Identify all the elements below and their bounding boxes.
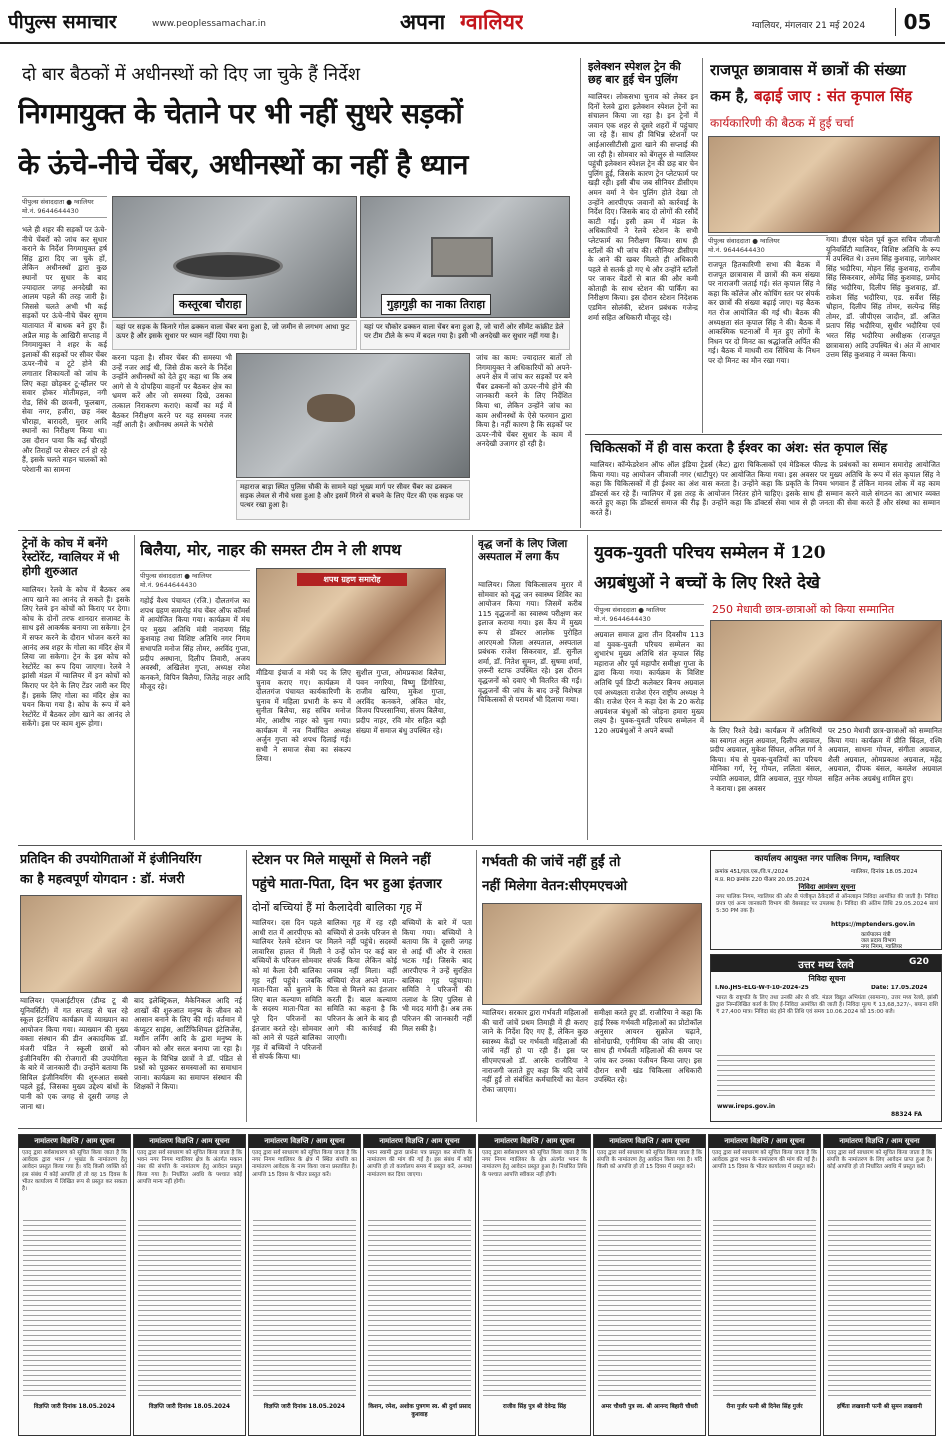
agrawal-col1: अग्रवाल समाज द्वारा तीन दिवसीय 113 वां युवक-युवती परिचय सम्मेलन का शुभारंभ मुख्य अतिथि संत कृपाल सिंह महाराज और पूर्व महापौर समीक्षा गुप्ता के द्वारा किया गया। कार्यक्रम के विशिष्ट अतिथि पूर्व डिप्टी कलेक्टर बिनय अग्रवाल एवं अध्यक्षता राजेश ऐरन राष्ट्रीय अध्यक्ष ने की। राजेश ऐरन ने कहा देश के 20 करोड़ अग्रवंशज बंधुओं को जोड़ना हमारा मुख्य लक्ष्य है। युवक-युवती परिचय सम्मेलन में 120 अग्रबंधुओं ने अपने बच्चों [594,630,704,735]
election-headline: इलेक्शन स्पेशल ट्रेन की छह बार हुई चेन पुलिंग [588,60,681,86]
rajput-headline-1: राजपूत छात्रावास में छात्रों की संख्या [710,61,906,79]
nigam-site[interactable]: https://mptenders.gov.in [831,921,916,928]
lead-byline [22,196,107,218]
station-headline-1: स्टेशन पर मिले मासूमों से मिलने नहीं [252,852,431,868]
trains-coach-body: ग्वालियर। रेलवे के कोच में बैठकर अब आप खाने का आनंद ले सकते हैं। इसके लिए रेलवे इन कोचों को किराए पर देगा। कोच के दोनों तरफ शानदार सजावट के साथ इसे आकर्षक बनाया जा सकेगा। ट्रेन में सफर करने के दौरान भोजन करने का आनंद अब शहर के गोला का मंदिर क्षेत्र में लिया जा सकेगा। ट्रेन के इस कोच को रेस्टोरेंट का रूप दिया जाएगा। रेलवे ने झांसी मंडल में ग्वालियर में इन कोचों को किराए पर देने के लिए टेंडर जारी कर दिए हैं। इसके लिए गोला का मंदिर क्षेत्र का चयन किया गया है। कोच के रूप में बने रेस्टोरेंट में बैठकर लोग खाने का आनंद ले सकेंगे। इस पर काम शुरू होगा। [22,585,130,729]
railway-subtitle: निविदा सूचना [808,974,846,983]
pregnant-headline-2: नहीं मिलेगा वेतन:सीएमएचओ [482,878,628,894]
classified-body: एतद् द्वारा सर्व साधारण को सूचित किया जाता है कि संपत्ति के नामांतरण हेतु आवेदन किया गया है। यदि किसी को आपत्ति हो तो 15 दिवस में प्रस्तुत करें। [597,1150,702,1171]
nigam-tender-notice [710,850,942,950]
nigam-title: कार्यालय आयुक्त नगर पालिक निगम, ग्वालियर [754,854,900,864]
column-divider [134,535,135,840]
classified-fine-print [713,1220,816,1400]
section-prefix: अपना [400,9,446,34]
nigam-sign-3: नगर निगम, ग्वालियर [861,944,903,950]
classified-fine-print [828,1220,931,1400]
classified-title: नामांतरण विज्ञप्ति / आम सूचना [594,1135,705,1148]
lead-col2: करना पड़ता है। सीवर चेंबर की समस्या भी उन्हें नजर आई थी, जिसे ठीक करने के निर्देश उन्होंने अधीनस्थों को देते हुए कहा था कि अब आगे से ये दोपहिया वाहनों पर बैठकर क्षेत्र का भ्रमण करें और जो समस्या दिखे, उसका तत्काल निराकरण कराएं। कार्यों का मई में बैठकर निरीक्षण करने पर यह समस्या नजर नहीं आती है। अधीनस्थ अमले के भरोसे [112,353,232,430]
agrawal-photo [710,620,942,722]
classified-notice [363,1134,476,1436]
column-divider [246,850,247,1122]
rajput-byline [708,235,828,257]
square-cover-icon [431,237,493,277]
classified-sign: विज्ञप्ति जारी दिनांक 18.05.2024 [148,1404,231,1410]
railway-tender-notice [710,954,942,1122]
photo1-caption: यहां पर सड़क के किनारे गोल ढक्कन वाला चेंबर बना हुआ है, जो जमीन से लगभग आधा फुट ऊपर है और इसके सुधार पर ध्यान नहीं दिया गया है। [112,320,357,350]
biliya-byline-text: पीपुल्स संवाददाता ● ग्वालियर [140,572,212,580]
lead-mobile: मो.नं. 9644644430 [22,207,79,215]
classified-title: नामांतरण विज्ञप्ति / आम सूचना [364,1135,475,1148]
agrawal-mobile: मो.नं. 9644644430 [594,615,651,623]
biliya-col1: गहोई वैश्य पंचायत (रजि.) दौलतगंज का शपथ ग्रहण समारोह मंच चेंबर ऑफ कॉमर्स में आयोजित किया गया। कार्यक्रम में मंच पर मुख्य अतिथि मंत्री नारायण सिंह कुशवाह तथा विशिष्ट अतिथि नगर निगम सभापति मनोज सिंह तोमर, अरविंद गुप्ता, प्रदीप अस्थाना, दिलीप तिवारी, अजय अवस्थी, अखिलेश गुप्ता, अध्यक्ष रमेश कनकने, विपिन बिलैया, जितेंद्र नाहर आदि मौजूद रहे। [140,596,250,692]
column-divider [580,58,581,528]
classified-sign: अमर चौधरी पुत्र स्व. श्री आनन्द बिहारी चौधरी [601,1404,698,1410]
lead-photo-gudagudi [360,196,570,318]
railway-site[interactable]: www.ireps.gov.in [717,1103,776,1110]
rajput-headline-2a: कम है, [710,87,749,105]
classified-title: नामांतरण विज्ञप्ति / आम सूचना [19,1135,130,1148]
railway-ref: I.No.JHS-ELG-W-T-10-2024-25 [715,985,809,991]
railway-fine-print [717,1055,935,1099]
masthead [0,0,945,44]
classified-title: नामांतरण विज्ञप्ति / आम सूचना [249,1135,360,1148]
railway-date: Date: 17.05.2024 [871,985,928,991]
trains-coach-headline: ट्रेनों के कोच में बनेंगे रेस्टोरेंट, ग्वालियर में भी होगी शुरुआत [22,536,120,578]
classified-title: नामांतरण विज्ञप्ति / आम सूचना [479,1135,590,1148]
classified-notice [18,1134,131,1436]
section-divider [18,530,942,531]
biliya-mobile: मो.नं. 9644644430 [140,581,197,589]
biliya-photo-banner: शपथ ग्रहण समारोह [297,573,407,586]
classified-body: भवन स्वामी द्वारा प्रार्थना पत्र प्रस्तुत कर संपत्ति के नामांतरण की मांग की गई है। इस संबंध में कोई आपत्ति हो तो कार्यालय समय में प्रस्तुत करें, अन्यथा नामांतरण कर दिया जाएगा। [367,1150,472,1178]
pregnant-col2: समीक्षा करते हुए डॉ. राजौरिया ने कहा कि हाई रिस्क गर्भवती महिलाओं का प्रोटोकॉल अनुसार आयरन सुक्रोज चढ़ाने, सोनोग्राफी, एनीमिया की जांच की जाए। साथ ही गर्भवती महिलाओं की समय पर जांच कर उनका पंजीयन किया जाए। इस दौरान सभी खंड चिकित्सा अधिकारी उपस्थित रहे। [594,1008,702,1085]
biliya-col3: सुशील गुप्ता, ओमप्रकाश बिलैया, पवन नगरिया, विष्णु डिंगोरिया, राजीव खरिया, मुकेश गुप्ता, अरविंद कनकने, अंकित मोर, विजय पिपरसानिया, संजय बिलैया, प्रदीप नाहर, रवि मोर सहित बड़ी संख्या में समाज बंधु उपस्थित रहे। [356,668,446,735]
pregnant-col1: ग्वालियर। सरकार द्वारा गर्भवती महिलाओं की चारों जांचें प्रथम तिमाही में ही कराए जाने के निर्देश दिए गए हैं, लेकिन कुछ स्वास्थ्य केंद्रों पर गर्भवती महिलाओं की जांचें नहीं हो पा रही हैं। इस पर सीएमएचओ डॉ. आरके राजौरिया ने नाराजगी जताते हुए कहा कि यदि जांचें नहीं हुईं तो संबंधित कर्मचारियों का वेतन रोका जाएगा। [482,1008,588,1094]
classified-notice [823,1134,936,1436]
rajput-mobile: मो.नं. 9644644430 [708,246,765,254]
rajput-headline-2b: बढ़ाई जाए : संत कृपाल सिंह [754,87,913,105]
elderly-body: ग्वालियर। जिला चिकित्सालय मुरार में सोमवार को वृद्ध जन स्वास्थ्य शिविर का आयोजन किया गया। जिसमें करीब 115 वृद्धजनों का स्वास्थ्य परीक्षण कर इलाज कराया गया। इस कैंप में मुख्य रूप से डॉक्टर आलोक पुरोहित आरएमओ जिला अस्पताल, अस्पताल प्रबंधक राजेश सिकरवार, डॉ. सुनील शर्मा, डॉ. नितेश सुमन, डॉ. सुषमा शर्मा, ज़रूरी स्टाफ उपस्थित रहे। इस दौरान वृद्धजनों को दवाएं भी वितरित की गईं। वृद्धजनों की जांच के बाद उन्हें विशेषज्ञ चिकित्सकों से परामर्श भी दिलाया गया। [478,580,582,705]
agrawal-col2: के लिए रिश्ते देखे। कार्यक्रम में अतिथियों का स्वागत अतुल अग्रवाल, दिलीप अग्रवाल, प्रदीप अग्रवाल, मुकेश सिंघल, अनिल गर्ग ने किया। मंच से युवक-युवतियों का परिचय मोनिका गर्ग, रेनू गोयल, ललिता बंसल, ज्योति अग्रवाल, प्रीति अग्रवाल, नुपुर गोयल ने कराया। इस अवसर [710,726,822,793]
section-divider [18,1128,942,1129]
classified-fine-print [253,1220,356,1400]
classified-sign: विज्ञप्ति जारी दिनांक 18.05.2024 [263,1404,346,1410]
station-subhead: दोनों बच्चियां हैं मां कैलादेवी बालिका गृह में [252,901,422,914]
pregnant-photo [482,903,702,1005]
nigam-body: नगर पालिक निगम, ग्वालियर की ओर से पंजीकृत ठेकेदारों से ऑनलाइन निविदा आमंत्रित की जाती है। निविदा प्रपत्र एवं अन्य जानकारी विभाग की वेबसाइट पर उपलब्ध है। निविदा की अंतिम तिथि 29.05.2024 सायं 5:30 PM तक है। [716,894,938,915]
election-body: ग्वालियर। लोकसभा चुनाव को लेकर इन दिनों रेलवे द्वारा इलेक्शन स्पेशल ट्रेनों का संचालन किया जा रहा है। इन ट्रेनों में जवान एक शहर से दूसरे शहरों में पहुंचाए जा रहे हैं। साथ ही विभिन्न स्टेशनों पर आईआरसीटीसी द्वारा खाने की सप्लाई की जा रही है। सोमवार को बेंगलुरु से ग्वालियर पहुंची इलेक्शन स्पेशल ट्रेन की छह बार चेन पुलिंग हुई, जिसके कारण ट्रेन प्लेटफार्म पर खड़ी रही। इसी बीच जब सीनियर डीसीएम अमन वर्मा ने चेन पुलिंग होते देखा तो उन्होंने आरपीएफ जवानों को कार्रवाई के निर्देश दिए। जिसके बाद दो लोगों की रसीदें काटी गई। इसी क्रम में मंडल के अधिकारियों ने रेलवे स्टेशन के सभी प्लेटफार्म का निरीक्षण किया। साथ ही स्टॉलों की भी जांच की। सीनियर डीसीएम के आने की खबर मिलते ही अधिकारी पहले से सतर्क हो गए थे और उन्होंने स्टॉलों पर जाकर वेंडरों से बात की और कमी कोताही के साथ स्टेशन की पार्किंग का निरीक्षण किया। इस दौरान स्टेशन निदेशक एडमिन सोलंकी, स्टेशन प्रबंधक गजेन्द्र शर्मा सहित अधिकारी मौजूद रहे। [588,92,698,322]
lead-headline-2: के ऊंचे-नीचे चेंबर, अधीनस्थों का नहीं है ध्यान [18,148,468,181]
classified-body: एतद् द्वारा सर्व साधारण को सूचित किया जाता है कि संपत्ति के नामांतरण के लिए आवेदन प्राप्त हुआ है। कोई आपत्ति हो तो निर्धारित अवधि में प्रस्तुत करें। [827,1150,932,1171]
elderly-headline: वृद्ध जनों के लिए जिला अस्पताल में लगा कैंप [478,538,568,563]
rajput-headline-2 [710,86,942,106]
agrawal-headline-2: अग्रबंधुओं ने बच्चों के लिए रिश्ते देखे [594,573,820,593]
railway-title: उत्तर मध्य रेलवे [798,960,854,971]
railway-code: 88324 FA [891,1111,923,1118]
agrawal-byline-text: पीपुल्स संवाददाता ● ग्वालियर [594,606,666,614]
classified-fine-print [598,1220,701,1400]
lead-col3: जांच का काम: ज्यादातर बातों तो निगमायुक्त ने अधिकारियों को अपने-अपने क्षेत्र में जांच कर सड़कों पर बने चैंबर ढक्कनों को ऊपर-नीचे होने की जानकारी करने के लिए निर्देशित किया था, लेकिन उन्होंने जांच का काम अधीनस्थों के ऐसे फरमान द्वारा किया है। नहीं कारण है कि सड़कों पर ऊपर-नीचे चेंबर सुधार के काम में अनदेखी उजागर हो रही है। [476,353,572,449]
doctors-body: ग्वालियर। कॉन्फेडरेशन ऑफ ऑल इंडिया ट्रेडर्स (कैट) द्वारा चिकित्सकों एवं मेडिकल फील्ड के प्रबंधकों का सम्मान समारोह आयोजित किया गया। यह आयोजन जीवाजी नगर (थाटीपुर) पर आयोजित किया गया। इस अवसर पर मुख्य अतिथि के रूप में संत कृपाल सिंह ने कहा कि चिकित्सकों में ही ईश्वर का अंश वास करता है। उन्होंने कहा कि प्रकृति के नियम भगवान हैं लेकिन मानव लोक में वह काम डॉक्टर्स कर रहे हैं। ग्वालियर में इस तरह के आयोजन निरंतर होने चाहिए। इसके साथ ही सम्मान करने वाले संगठन का आभार व्यक्त करते हुए कहा कि डॉक्टर्स समाज की रीढ़ हैं। उन्होंने कहा कि डॉक्टर्स सेवा भाव से ही जनता की सेवा करते हैं और संस्था का सम्मान करते हैं। [590,460,940,517]
classified-fine-print [368,1220,471,1400]
agrawal-col3: पर 250 मेधावी छात्र-छात्राओं को सम्मानित किया गया। कार्यक्रम में प्रीति बिंदल, रश्मि अग्रवाल, साधना गोयल, संगीता अग्रवाल, शैली अग्रवाल, ओमप्रकाश अग्रवाल, महेंद्र अग्रवाल, दीपक बंसल, कमलेश अग्रवाल सहित अनेक अग्रबंधु शामिल हुए। [828,726,942,783]
engineering-photo [20,895,242,993]
classified-notice [593,1134,706,1436]
nigam-sign-2: जल प्रदाय विभाग [861,938,896,944]
lead-col1: भले ही शहर की सड़कों पर ऊंचे-नीचे चेंबरों को जांच कर सुधार कराने के निर्देश निगमायुक्त हर्ष सिंह द्वारा दिए जा चुके हों, लेकिन अधीनस्थों द्वारा कुछ स्थानों पर सुधार के बाद ज्यादातर जगह अनदेखी का आलम पहले की तरह जारी है। जिससे चलते अभी भी कई सड़कों पर ऊंचे-नीचे चेंबर सुगम यातायात में बाधक बने हुए हैं। अप्रैल माह के आखिरी सप्ताह में निगमायुक्त ने शहर के कई इलाकों की सड़कों पर सीवर चेंबर ऊपर-नीचे व टूटे होने की लगातार शिकायतों को जांच के लिए कहा छोड़कर टू-व्हीलर पर सवार होकर मोतीमहल, नगी रोड, सिंधे की छावनी, फूलबाग, सेवा नगर, हजीरा, छह नंबर चौराहा, बारादरी, मुरार आदि स्थानों का निरीक्षण किया था। उस दौरान पाया कि कई चौराहों और तिराहों पर सेक्टर टर्न हो रहे हैं, इसके चलते वाहन चालकों को परेशानी का सामना [22,225,107,474]
agrawal-byline [594,604,704,626]
biliya-headline: बिलैया, मोर, नाहर की समस्त टीम ने ली शपथ [140,540,402,559]
stone-icon [307,394,355,422]
classified-body: एतद् द्वारा सर्व साधारण को सूचित किया जाता है कि आवेदक द्वारा भवन के नामांतरण की मांग की गई है। आपत्ति 15 दिवस के भीतर कार्यालय में प्रस्तुत करें। [712,1150,817,1171]
station-col2: बालिका गृह में रह रही बच्चियों से उनके परिजन से मिलने नहीं पहुंचे। सदस्यों ने उन्हें फोन पर कई बार संपर्क किया लेकिन कोई जवाब नहीं मिला। वहीं बच्चियां रोज अपने माता-पिता से मिलने का इंतजार करती हैं। बाल कल्याण समिति का कहना है कि परिजन के आने के बाद ही आगे की कार्रवाई की जाएगी। [327,918,397,1043]
photo2-caption: यहां पर चौकोर ढक्कन वाला चेंबर बना हुआ है, जो चारों ओर सीमेंट कांक्रीट डेले पर टीम टीले के रूप में बदल गया है। इसी भी अनदेखी कर सुधार नहीं गया है। [360,320,570,350]
lead-kicker: दो बार बैठकों में अधीनस्थों को दिए जा चुके हैं निर्देश [22,64,360,85]
classified-fine-print [483,1220,586,1400]
section-name: ग्वालियर [460,9,524,34]
classified-sign: रीना गुर्जर पत्नी श्री दिनेश सिंह गुर्जर [726,1404,803,1410]
rajput-subhead: कार्यकारिणी की बैठक में हुई चर्चा [710,116,854,130]
lead-photo-kasturba [112,196,357,318]
station-col3: बच्चियों के बारे में पता किया गया। बच्चियों ने बताया कि वे दूसरी जगह से आई थीं और वे रास्ता भटक गईं। जिसके बाद आरपीएफ ने उन्हें सुरक्षित बालिका गृह पहुंचाया। समिति ने परिजनों की तलाश के लिए पुलिस से भी मदद मांगी है। अब तक परिजन की जानकारी नहीं मिल सकी है। [402,918,472,1033]
column-divider [472,535,473,840]
nigam-ref: क्रमांक 451/एल.एस./वि.प./2024 [715,869,789,875]
classified-notice [478,1134,591,1436]
engineering-col2: बाद इलेक्ट्रिकल, मैकेनिकल आदि नई शाखों की शुरुआत मनुष्य के जीवन को आसान बनाने के लिए की गई। वर्तमान में कंप्यूटर साइंस, आर्टिफिशियल इंटेलिजेंस, मशीन लर्निंग आदि के द्वारा मनुष्य के जीवन को और सरल बनाया जा रहा है। स्कूल के विभिन्न छात्रों ने डॉ. पंडित से प्रश्नों को पूछकर समस्याओं का समाधान जाना। कार्यक्रम का समापन संस्थान की शिक्षकों ने किया। [134,996,242,1092]
classified-body: एतद् द्वारा सर्व साधारण को सूचित किया जाता है कि भवन नगर निगम ग्वालियर क्षेत्र के अंतर्गत मकान नंबर की संपत्ति के नामांतरण हेतु आवेदन प्रस्तुत किया गया है। निर्धारित अवधि के पश्चात कोई आपत्ति मान्य नहीं होगी। [137,1150,242,1185]
classified-sign: किशन, रमेश, अशोक पुत्रगण स्व. श्री दुर्गा प्रसाद कुशवाह [368,1404,471,1418]
classified-sign: विज्ञप्ति जारी दिनांक 18.05.2024 [33,1404,116,1410]
engineering-col1: ग्वालियर। एमआईटीएस (डीम्ड टू बी यूनिवर्सिटी) में गत सप्ताह से चल रहे स्कूल इंटर्नशिप कार्यक्रम में व्याख्यान का आयोजन किया गया। व्याख्यान की मुख्य वक्ता संस्थान की डीन अकादमिक डॉ. मंजरी पंडित ने स्कूली छात्रों को इंजीनियरिंग की रोजगारों की उपयोगिता के बारे में जानकारी दी। उन्होंने बताया कि सिविल इंजीनियरिंग की शुरुआत सबसे पहले हुई, जिसका मुख्य उद्देश्य बांधों के पानी को एक जगह से दूसरी जगह ले जाना था। [20,996,128,1111]
nigam-date: ग्वालियर, दिनांक 18.05.2024 [851,869,918,875]
classified-title: नामांतरण विज्ञप्ति / आम सूचना [709,1135,820,1148]
nigam-subtitle: निविदा आमंत्रण सूचना [798,883,856,891]
lead-photo-maharaj-bada [236,353,470,478]
classified-title: नामांतरण विज्ञप्ति / आम सूचना [134,1135,245,1148]
classified-body: एतद् द्वारा सर्वसाधारण को सूचित किया जाता है कि आवेदक द्वारा भवन / भूखंड के नामांतरण हेतु आवेदन प्रस्तुत किया गया है। यदि किसी व्यक्ति को इस संबंध में कोई आपत्ति हो तो वह 15 दिवस के भीतर कार्यालय में लिखित रूप से प्रस्तुत कर सकता है। [22,1150,127,1193]
biliya-col2: मीडिया इंचार्ज व मंत्री पद के लिए चुनाव कराए गए। कार्यक्रम में दौलतगंज पंचायत कार्यकारिणी के चुनाव में महिला प्रभारी के रूप में सुनीता बिलैया, सह सचिव मनोज मोर, आशीष नाहर को चुना गया। कार्यक्रम में नव निर्वाचित अध्यक्ष अर्जुन गुप्ता को शपथ दिलाई गई। सभी ने समाज सेवा का संकल्प लिया। [256,668,351,764]
agrawal-subhead: 250 मेधावी छात्र-छात्राओं को किया सम्मानित [712,603,895,616]
station-headline-2: पहुंचे माता-पिता, दिन भर हुआ इंतजार [252,876,442,892]
rajput-col2: गया। डीएस चंदेल पूर्व कुल सचिव जीवाजी यूनिवर्सिटी ग्वालियर, विशिष्ट अतिथि के रूप में उपस्थित थे। उत्तम सिंह कुशवाह, जागेश्वर सिंह भदौरिया, मोहन सिंह कुशवाह, राजीव सिंह सिकरवार, ओमेंद्र सिंह कुशवाह, प्रमोद सिंह भदौरिया, दिलीप सिंह कुशवाह, डॉ. राकेश सिंह भदौरिया, एड. सर्वेश सिंह चौहान, दिलीप सिंह तोमर, सत्येन्द्र सिंह तोमर, डॉ. जीपीएस जादौन, डॉ. अजित प्रताप सिंह भदौरिया, सुधीर भदौरिया एवं भरत सिंह भदौरिया अधीक्षक (राजपूत छात्रावास) आदि उपस्थित थे। अंत में आभार उत्तम सिंह कुशवाह ने व्यक्त किया। [826,235,940,360]
rajput-col1: राजपूत हितकारिणी सभा की बैठक में राजपूत छात्रावास में छात्रों की कम संख्या पर नाराजगी जताई गई। संत कृपाल सिंह ने कहा कि कॉलेज और कोचिंग स्तर पर संपर्क कर छात्रों की संख्या बढ़ाई जाए। यह बैठक गत रोज आयोजित की गई थी। बैठक की अध्यक्षता संत कृपाल सिंह ने की। बैठक में आकस्मिक घटनाओं में मृत हुए लोगों के निधन पर दो मिनट का श्रद्धांजलि अर्पित की गई। बैठक में माधवी राव सिंधिया के निधन पर दो मिनट का मौन रखा गया। [708,260,820,365]
engineering-headline-1: प्रतिदिन की उपयोगिताओं में इंजीनियरिंग [20,851,202,866]
rajput-photo [708,136,940,233]
column-divider [587,535,588,840]
column-divider [702,58,703,433]
biliya-photo [256,568,446,665]
classified-sign: हर्षिता लखवानी पत्नी श्री सुमन लखवानी [836,1404,923,1410]
classified-sign: राजीव सिंह पुत्र श्री देवेन्द्र सिंह [502,1404,567,1410]
lead-headline-1: निगमायुक्त के चेताने पर भी नहीं सुधरे सड़कों [18,97,463,130]
website: www.peoplessamachar.in [152,19,266,29]
g20-logo: G20 [909,957,929,967]
photo3-caption: महाराज बाड़ा स्थित पुलिस चौकी के सामने यहां भूख्य मार्ग पर सीवर चैंबर का ढक्कन सड़क लेवल से नीचे धसा हुआ है और इसमें गिरने से बचने के लिए पेंटर की एक सड़क पर पत्थर रखा हुआ है। [236,480,470,520]
classified-fine-print [23,1220,126,1400]
railway-body: भारत के राष्ट्रपति के लिए तथा उनकी ओर से वरि. मंडल विद्युत अभियंता (सामान्य), उत्तर मध्य रेलवे, झांसी द्वारा निम्नलिखित कार्य के लिए ई-निविदा आमंत्रित की जाती है। निविदा मूल्य ₹ 13,68,327/-, बयाना राशि ₹ 27,400 मात्र। निविदा बंद होने की तिथि एवं समय 10.06.2024 को 15:00 बजे। [716,995,938,1016]
nigam-ro: म.प्र. RO क्रमांक 220 पीआर 20.05.2024 [715,877,810,883]
agrawal-headline-1: युवक-युवती परिचय सम्मेलन में 120 [594,543,826,563]
dateline: ग्वालियर, मंगलवार 21 मई 2024 [752,21,866,31]
rajput-byline-text: पीपुल्स संवाददाता ● ग्वालियर [708,237,780,245]
nigam-sign-1: कार्यपालन यंत्री [861,932,891,938]
photo1-tag: कस्तूरबा चौराहा [173,294,247,315]
station-col1: ग्वालियर। दस दिन पहले आधी रात में आरपीएफ को ग्वालियर रेलवे स्टेशन पर लावारिस हालत में मिली बच्चियों के परिजन सोमवार को मां कैला देवी बालिका गृह नहीं पहुंचे। जबकि माता-पिता को बुलाने के लिए बाल कल्याण समिति के सदस्य माता-पिता का पूरे दिन परिजनों का इंतजार करते रहे। सोमवार को आने से पहले बालिका गृह में बच्चियों ने परिजनों से संपर्क किया था। [252,918,322,1062]
classified-notice [708,1134,821,1436]
manhole-icon [173,252,283,280]
pregnant-headline-1: गर्भवती की जांचें नहीं हुईं तो [482,854,621,870]
classified-notice [248,1134,361,1436]
lead-byline-text: पीपुल्स संवाददाता ● ग्वालियर [22,198,94,206]
doctors-headline: चिकित्सकों में ही वास करता है ईश्वर का अंश: संत कृपाल सिंह [590,441,888,456]
classified-body: एतद् द्वारा सर्वसाधारण को सूचित किया जाता है कि नगर निगम ग्वालियर के क्षेत्र अंतर्गत भवन के नामांतरण हेतु आवेदन प्रस्तुत हुआ है। निर्धारित तिथि के पश्चात आपत्ति स्वीकार नहीं होगी। [482,1150,587,1178]
classified-body: एतद् द्वारा सर्व साधारण को सूचित किया जाता है कि नगर निगम ग्वालियर के क्षेत्र में स्थित संपत्ति का नामांतरण आवेदक के नाम किया जाना प्रस्तावित है। आपत्ति 15 दिवस के भीतर प्रस्तुत करें। [252,1150,357,1178]
biliya-byline [140,570,250,592]
photo2-tag: गुड़ागुड़ी का नाका तिराहा [381,294,491,315]
classified-notice [133,1134,246,1436]
classified-title: नामांतरण विज्ञप्ति / आम सूचना [824,1135,935,1148]
classified-fine-print [138,1220,241,1400]
engineering-headline-2: का है महत्वपूर्ण योगदान : डॉ. मंजरी [20,871,185,886]
section-divider [18,845,942,846]
railway-title-bar [711,955,941,972]
paper-name: पीपुल्स समाचार [8,11,117,33]
section-divider [585,434,942,435]
column-divider [476,850,477,1122]
page-number: 05 [895,8,939,36]
